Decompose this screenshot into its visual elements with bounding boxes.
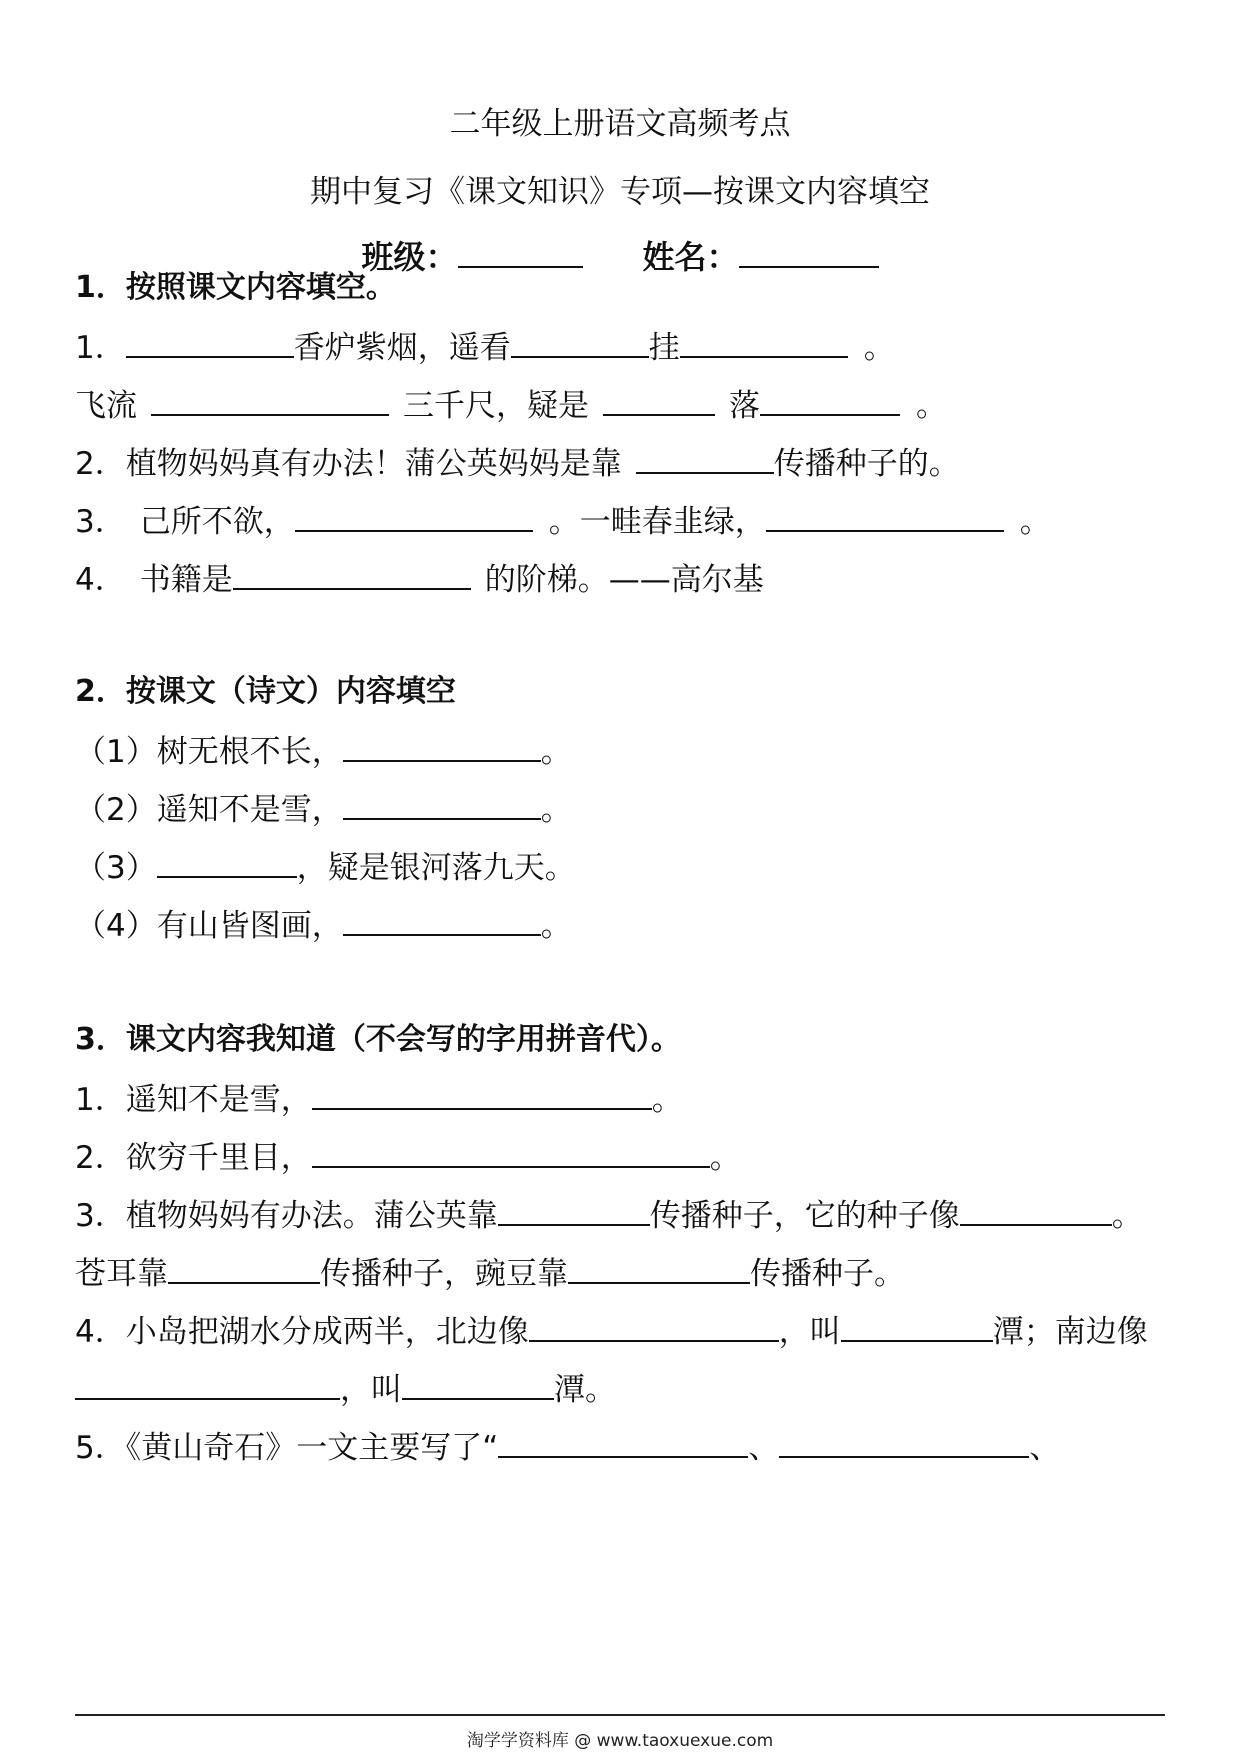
fill-blank[interactable] — [760, 384, 900, 416]
s3-q1: 1．遥知不是雪， 。 — [75, 1078, 683, 1120]
s3-q4-cont: ，叫 潭。 — [75, 1368, 616, 1410]
section3-heading: 3．课文内容我知道（不会写的字用拼音代）。 — [75, 1022, 681, 1057]
s2-item-3: （3） ，疑是银河落九天。 — [75, 846, 576, 888]
fill-blank[interactable] — [511, 326, 649, 358]
fill-blank[interactable] — [233, 558, 471, 590]
fill-blank[interactable] — [343, 904, 541, 936]
fill-blank[interactable] — [960, 1194, 1112, 1226]
fill-blank[interactable] — [402, 1368, 554, 1400]
s2-item-2: （2）遥知不是雪， 。 — [75, 788, 572, 830]
fill-blank[interactable] — [529, 1310, 779, 1342]
fill-blank[interactable] — [779, 1426, 1029, 1458]
fill-blank[interactable] — [312, 1136, 710, 1168]
s3-q3: 3．植物妈妈有办法。蒲公英靠 传播种子，它的种子像 。 — [75, 1194, 1143, 1236]
fill-blank[interactable] — [841, 1310, 993, 1342]
fill-blank[interactable] — [75, 1368, 340, 1400]
name-label: 姓名： — [642, 238, 739, 276]
fill-blank[interactable] — [312, 1078, 652, 1110]
fill-blank[interactable] — [680, 326, 848, 358]
s3-q3-cont: 苍耳靠 传播种子，豌豆靠 传播种子。 — [75, 1252, 905, 1294]
page-title: 二年级上册语文高频考点 — [449, 106, 791, 142]
fill-blank[interactable] — [126, 326, 294, 358]
s1-q1: 1． 香炉紫烟，遥看 挂 。 — [75, 326, 895, 368]
s1-q3: 3． 己所不欲， 。一畦春韭绿， 。 — [75, 500, 1051, 542]
fill-blank[interactable] — [498, 1194, 650, 1226]
footer-divider — [75, 1714, 1165, 1716]
page-subtitle: 期中复习《课文知识》专项—按课文内容填空 — [310, 174, 930, 210]
section2-heading: 2．按课文（诗文）内容填空 — [75, 674, 456, 709]
s1-q1-cont: 飞流 三千尺，疑是 落 。 — [75, 384, 947, 426]
fill-blank[interactable] — [603, 384, 715, 416]
fill-blank[interactable] — [151, 384, 389, 416]
fill-blank[interactable] — [636, 442, 774, 474]
fill-blank[interactable] — [168, 1252, 320, 1284]
s1-q2: 2．植物妈妈真有办法！蒲公英妈妈是靠 传播种子的。 — [75, 442, 960, 484]
s3-q4: 4．小岛把湖水分成两半，北边像 ，叫 潭；南边像 — [75, 1310, 1148, 1352]
s1-q4: 4． 书籍是 的阶梯。——高尔基 — [75, 558, 764, 600]
footer-credit: 淘学学资料库 @ www.taoxuexue.com — [466, 1731, 774, 1751]
name-blank[interactable] — [739, 236, 879, 268]
class-blank[interactable] — [458, 236, 583, 268]
s2-item-4: （4）有山皆图画， 。 — [75, 904, 572, 946]
section1-heading: 1．按照课文内容填空。 — [75, 270, 396, 305]
s2-item-1: （1）树无根不长， 。 — [75, 730, 572, 772]
class-label: 班级： — [361, 238, 458, 276]
fill-blank[interactable] — [343, 788, 541, 820]
fill-blank[interactable] — [295, 500, 533, 532]
fill-blank[interactable] — [343, 730, 541, 762]
fill-blank[interactable] — [766, 500, 1004, 532]
s3-q2: 2．欲穷千里目， 。 — [75, 1136, 741, 1178]
fill-blank[interactable] — [157, 846, 297, 878]
fill-blank[interactable] — [568, 1252, 750, 1284]
fill-blank[interactable] — [498, 1426, 748, 1458]
s3-q5: 5．《黄山奇石》一文主要写了“ 、 、 — [75, 1426, 1060, 1468]
